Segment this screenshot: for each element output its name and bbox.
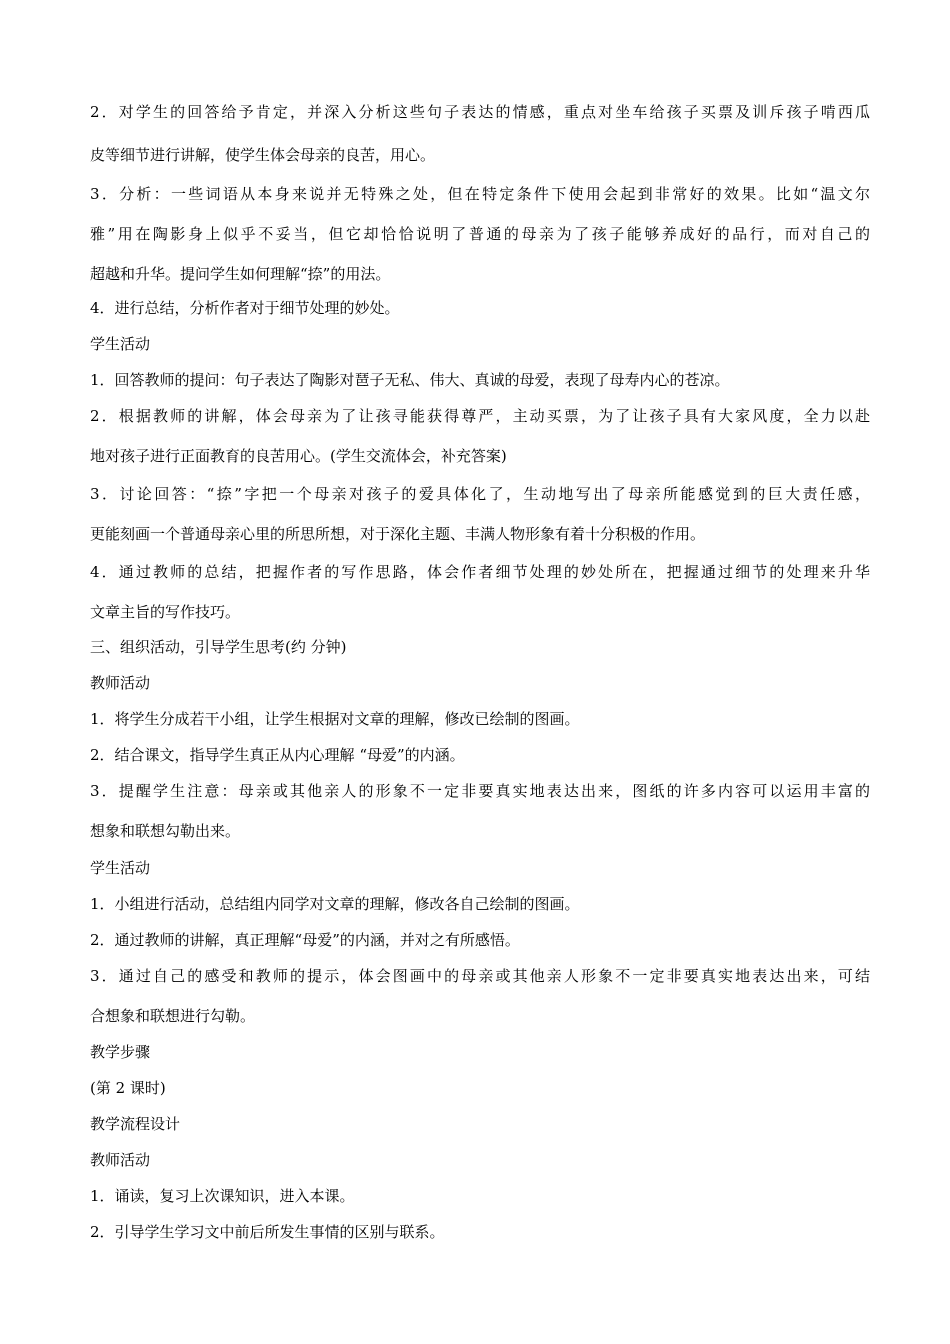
text-line: 1．回答教师的提问：句子表达了陶影对琶子无私、伟大、真诚的母爱，表现了母寿内心的苍凉。 — [90, 371, 730, 389]
text-line: 2．通过教师的讲解，真正理解“母爱”的内涵，并对之有所感悟。 — [90, 931, 520, 949]
text-line: 地对孩子进行正面教育的良苦用心。(学生交流体会，补充答案) — [90, 447, 507, 465]
text-line: 2．结合课文，指导学生真正从内心理解 “母爱”的内涵。 — [90, 746, 465, 764]
text-line: (第 2 课时) — [90, 1079, 166, 1097]
text-line: 合想象和联想进行勾勒。 — [90, 1007, 256, 1025]
text-line: 3．通过自己的感受和教师的提示，体会图画中的母亲或其他亲人形象不一定非要真实地表达出来，可结 — [90, 967, 870, 985]
text-line: 2．根据教师的讲解，体会母亲为了让孩寻能获得尊严，主动买票，为了让孩子具有大家风度，全力以赴 — [90, 407, 870, 425]
text-line: 1．将学生分成若干小组，让学生根据对文章的理解，修改已绘制的图画。 — [90, 710, 580, 728]
text-line: 更能刻画一个普通母亲心里的所思所想，对于深化主题、丰满人物形象有着十分积极的作用。 — [90, 525, 706, 543]
text-line: 想象和联想勾勒出来。 — [90, 822, 241, 840]
section-heading: 教师活动 — [90, 674, 151, 692]
section-heading: 学生活动 — [90, 335, 151, 353]
text-line: 4．进行总结，分析作者对于细节处理的妙处。 — [90, 299, 400, 317]
section-heading: 学生活动 — [90, 859, 151, 877]
text-line: 3．提醒学生注意：母亲或其他亲人的形象不一定非要真实地表达出来，图纸的许多内容可以运用丰富的 — [90, 782, 870, 800]
text-line: 2．对学生的回答给予肯定，并深入分析这些句子表达的情感，重点对坐车给孩子买票及训斥孩子啃西瓜 — [90, 103, 870, 121]
text-line: 超越和升华。提问学生如何理解“捺”的用法。 — [90, 265, 391, 283]
section-heading: 教学流程设计 — [90, 1115, 181, 1133]
text-line: 3．讨论回答：“捺”字把一个母亲对孩子的爱具体化了，生动地写出了母亲所能感觉到的巨大责任感， — [90, 485, 870, 503]
text-line: 雅”用在陶影身上似乎不妥当，但它却恰恰说明了普通的母亲为了孩子能够养成好的品行，而对自己的 — [90, 225, 870, 243]
text-line: 文章主旨的写作技巧。 — [90, 603, 241, 621]
section-heading: 三、组织活动，引导学生思考(约 分钟) — [90, 638, 347, 656]
text-line: 4．通过教师的总结，把握作者的写作思路，体会作者细节处理的妙处所在，把握通过细节的处理来升华 — [90, 563, 870, 581]
text-line: 1．诵读，复习上次课知识，进入本课。 — [90, 1187, 355, 1205]
text-line: 2．引导学生学习文中前后所发生事情的区别与联系。 — [90, 1223, 445, 1241]
section-heading: 教学步骤 — [90, 1043, 151, 1061]
text-line: 1．小组进行活动，总结组内同学对文章的理解，修改各自己绘制的图画。 — [90, 895, 580, 913]
text-line: 3．分析：一些词语从本身来说并无特殊之处，但在特定条件下使用会起到非常好的效果。比如“温文尔 — [90, 185, 870, 203]
section-heading: 教师活动 — [90, 1151, 151, 1169]
text-line: 皮等细节进行讲解，使学生体会母亲的良苦，用心。 — [90, 146, 436, 164]
